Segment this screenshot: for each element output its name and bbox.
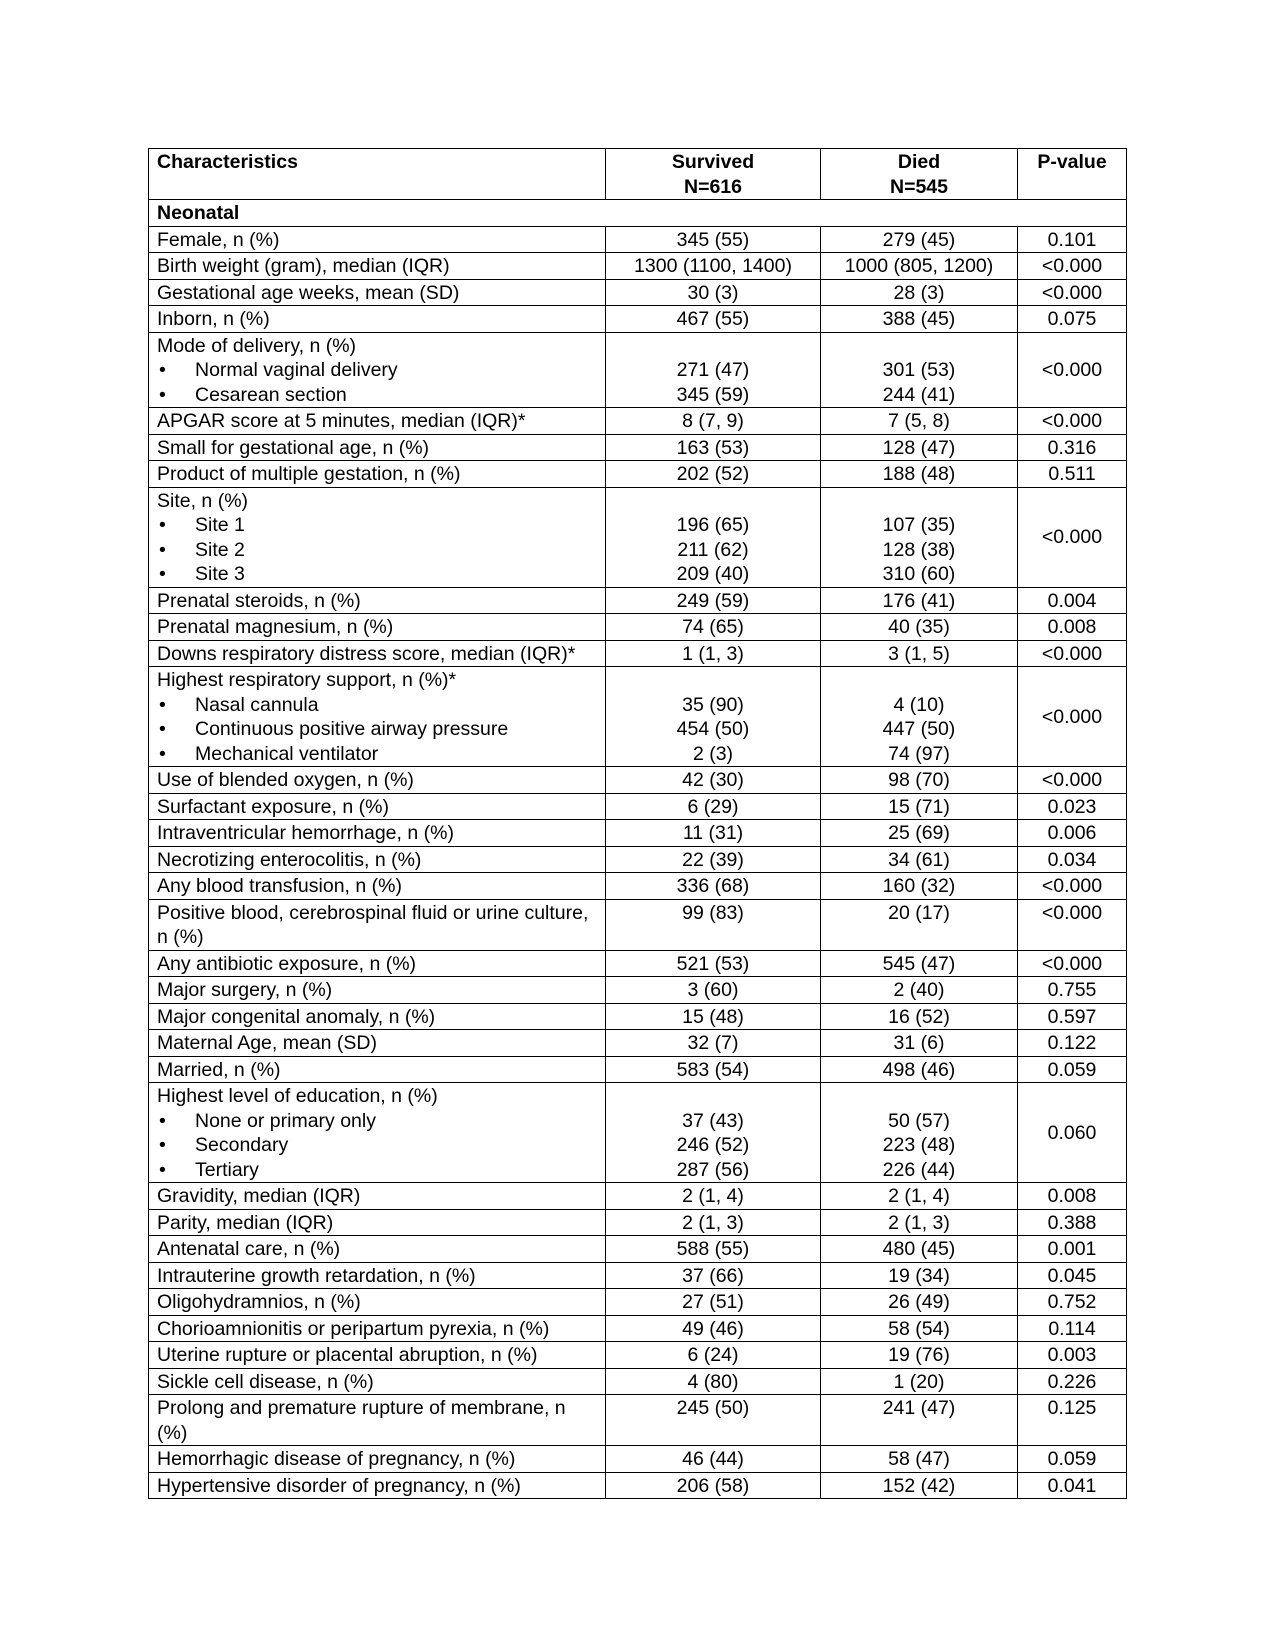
spacer [608, 489, 818, 514]
pvalue-cell: 0.041 [1018, 1472, 1127, 1499]
table-row [149, 306, 1127, 333]
header-survived [606, 149, 821, 200]
died-value: 50 (57) [888, 1109, 950, 1132]
died-cell: 58 (47) [821, 1446, 1018, 1473]
survived-cell: 49 (46) [606, 1315, 821, 1342]
survived-cell: 32 (7) [606, 1030, 821, 1057]
survived-cell: 74 (65) [606, 614, 821, 641]
table-row [149, 1003, 1127, 1030]
bullet-icon: • [159, 563, 166, 585]
table-row [149, 1315, 1127, 1342]
survived-cell: 336 (68) [606, 873, 821, 900]
survived-value: 2 (3) [692, 742, 734, 765]
characteristic-cell: Chorioamnionitis or peripartum pyrexia, n (%) [149, 1315, 606, 1342]
bullet-icon: • [159, 383, 166, 406]
table-row [149, 950, 1127, 977]
table-row [149, 1236, 1127, 1263]
section-title: Neonatal [149, 200, 1127, 227]
characteristic-cell: Use of blended oxygen, n (%) [149, 767, 606, 794]
characteristic-cell: APGAR score at 5 minutes, median (IQR)* [149, 408, 606, 435]
table-row [149, 1262, 1127, 1289]
characteristic-cell: Prenatal magnesium, n (%) [149, 614, 606, 641]
survived-cell: 206 (58) [606, 1472, 821, 1499]
survived-cell: 99 (83) [606, 899, 821, 950]
characteristic-cell: Oligohydramnios, n (%) [149, 1289, 606, 1316]
pvalue-cell: 0.114 [1018, 1315, 1127, 1342]
header-characteristics: Characteristics [149, 149, 606, 200]
died-cell: 388 (45) [821, 306, 1018, 333]
died-value: 4 (10) [893, 693, 945, 716]
pvalue-cell: 0.075 [1018, 306, 1127, 333]
bullet-icon: • [159, 693, 166, 716]
characteristic-cell: Parity, median (IQR) [149, 1209, 606, 1236]
characteristic-cell: Uterine rupture or placental abruption, n (%) [149, 1342, 606, 1369]
survived-cell: 521 (53) [606, 950, 821, 977]
died-value: 226 (44) [882, 1158, 956, 1181]
died-cell: 20 (17) [821, 899, 1018, 950]
died-cell [821, 667, 1018, 767]
survived-value: 196 (65) [676, 514, 750, 536]
characteristic-cell: Inborn, n (%) [149, 306, 606, 333]
died-cell: 128 (47) [821, 434, 1018, 461]
characteristic-cell: Maternal Age, mean (SD) [149, 1030, 606, 1057]
pvalue-cell: 0.388 [1018, 1209, 1127, 1236]
bullet-item [157, 383, 599, 408]
died-cell: 19 (76) [821, 1342, 1018, 1369]
section-row [149, 200, 1127, 227]
pvalue-cell: 0.755 [1018, 977, 1127, 1004]
pvalue-cell: 0.023 [1018, 793, 1127, 820]
bullet-label: Site 3 [195, 563, 245, 585]
died-cell: 28 (3) [821, 279, 1018, 306]
table-row [149, 820, 1127, 847]
table-row [149, 1342, 1127, 1369]
table-row [149, 846, 1127, 873]
table-row [149, 614, 1127, 641]
died-cell: 2 (40) [821, 977, 1018, 1004]
survived-value: 271 (47) [676, 359, 750, 381]
characteristic-cell [149, 1083, 606, 1183]
pvalue-cell: 0.059 [1018, 1056, 1127, 1083]
table-row [149, 461, 1127, 488]
died-value: 74 (97) [888, 742, 950, 765]
characteristic-cell: Hypertensive disorder of pregnancy, n (%) [149, 1472, 606, 1499]
died-cell: 15 (71) [821, 793, 1018, 820]
pvalue-cell: 0.008 [1018, 614, 1127, 641]
characteristic-cell: Intrauterine growth retardation, n (%) [149, 1262, 606, 1289]
survived-cell: 46 (44) [606, 1446, 821, 1473]
characteristic-cell: Intraventricular hemorrhage, n (%) [149, 820, 606, 847]
pvalue-cell: 0.125 [1018, 1395, 1127, 1446]
pvalue-cell: <0.000 [1018, 408, 1127, 435]
died-cell: 98 (70) [821, 767, 1018, 794]
characteristic-cell: Hemorrhagic disease of pregnancy, n (%) [149, 1446, 606, 1473]
table-body [149, 149, 1127, 1499]
characteristic-label: Mode of delivery, n (%) [157, 334, 357, 357]
died-cell: 40 (35) [821, 614, 1018, 641]
table-row [149, 1183, 1127, 1210]
survived-cell: 249 (59) [606, 587, 821, 614]
pvalue-cell: 0.316 [1018, 434, 1127, 461]
survived-cell: 6 (29) [606, 793, 821, 820]
died-cell: 480 (45) [821, 1236, 1018, 1263]
bullet-label: Continuous positive airway pressure [195, 718, 509, 740]
characteristic-label: Site, n (%) [157, 489, 249, 512]
characteristic-cell: Antenatal care, n (%) [149, 1236, 606, 1263]
survived-cell: 4 (80) [606, 1368, 821, 1395]
died-value: 244 (41) [882, 383, 956, 406]
survived-cell: 1 (1, 3) [606, 640, 821, 667]
table-row [149, 1209, 1127, 1236]
bullet-item [157, 1109, 599, 1134]
died-value: 107 (35) [882, 514, 956, 536]
pvalue-cell: 0.003 [1018, 1342, 1127, 1369]
characteristic-cell: Birth weight (gram), median (IQR) [149, 253, 606, 280]
died-cell: 16 (52) [821, 1003, 1018, 1030]
header-died-label: Died [897, 151, 941, 173]
table-row [149, 253, 1127, 280]
pvalue-cell: 0.060 [1018, 1083, 1127, 1183]
survived-cell [606, 1083, 821, 1183]
pvalue-cell: 0.034 [1018, 846, 1127, 873]
table-row [149, 408, 1127, 435]
table-row [149, 667, 1127, 767]
spacer [823, 1084, 1015, 1109]
pvalue-cell: 0.001 [1018, 1236, 1127, 1263]
survived-value: 454 (50) [676, 718, 750, 740]
spacer [608, 334, 818, 359]
spacer [608, 1084, 818, 1109]
pvalue-cell: <0.000 [1018, 950, 1127, 977]
survived-cell: 1300 (1100, 1400) [606, 253, 821, 280]
survived-cell [606, 667, 821, 767]
survived-value: 345 (59) [676, 383, 750, 406]
characteristic-cell: Major surgery, n (%) [149, 977, 606, 1004]
survived-cell: 27 (51) [606, 1289, 821, 1316]
bullet-icon: • [159, 514, 166, 536]
died-cell: 1 (20) [821, 1368, 1018, 1395]
survived-cell: 163 (53) [606, 434, 821, 461]
pvalue-cell: 0.752 [1018, 1289, 1127, 1316]
characteristic-cell: Positive blood, cerebrospinal fluid or urine culture, n (%) [149, 899, 606, 950]
characteristic-cell: Any antibiotic exposure, n (%) [149, 950, 606, 977]
bullet-item [157, 358, 599, 383]
pvalue-cell: <0.000 [1018, 767, 1127, 794]
bullet-item [157, 513, 599, 538]
table-row [149, 487, 1127, 587]
bullet-label: Cesarean section [195, 383, 347, 406]
survived-value: 209 (40) [676, 563, 750, 585]
table-row [149, 587, 1127, 614]
died-cell: 2 (1, 4) [821, 1183, 1018, 1210]
characteristic-cell: Female, n (%) [149, 226, 606, 253]
survived-cell: 11 (31) [606, 820, 821, 847]
bullet-item [157, 693, 599, 718]
bullet-item [157, 562, 599, 587]
survived-cell: 2 (1, 3) [606, 1209, 821, 1236]
died-cell: 19 (34) [821, 1262, 1018, 1289]
survived-value: 37 (43) [682, 1109, 744, 1132]
bullet-item [157, 538, 599, 563]
died-cell: 241 (47) [821, 1395, 1018, 1446]
survived-cell: 588 (55) [606, 1236, 821, 1263]
bullet-label: Nasal cannula [195, 693, 319, 716]
table-row [149, 434, 1127, 461]
characteristic-cell: Product of multiple gestation, n (%) [149, 461, 606, 488]
bullet-label: None or primary only [195, 1109, 376, 1132]
survived-cell: 583 (54) [606, 1056, 821, 1083]
bullet-icon: • [159, 1158, 166, 1181]
table-row [149, 1368, 1127, 1395]
died-cell: 1000 (805, 1200) [821, 253, 1018, 280]
pvalue-cell: <0.000 [1018, 667, 1127, 767]
bullet-icon: • [159, 718, 166, 740]
characteristic-cell: Downs respiratory distress score, median (IQR)* [149, 640, 606, 667]
survived-cell: 345 (55) [606, 226, 821, 253]
survived-cell: 467 (55) [606, 306, 821, 333]
died-cell [821, 1083, 1018, 1183]
died-cell: 34 (61) [821, 846, 1018, 873]
characteristic-cell [149, 332, 606, 408]
bullet-icon: • [159, 359, 166, 381]
characteristic-cell: Necrotizing enterocolitis, n (%) [149, 846, 606, 873]
bullet-item [157, 1133, 599, 1158]
characteristic-label: Highest level of education, n (%) [157, 1085, 438, 1107]
characteristic-cell: Major congenital anomaly, n (%) [149, 1003, 606, 1030]
died-cell: 31 (6) [821, 1030, 1018, 1057]
spacer [608, 668, 818, 693]
spacer [823, 489, 1015, 514]
characteristic-cell: Gestational age weeks, mean (SD) [149, 279, 606, 306]
characteristics-table [148, 148, 1127, 1499]
survived-cell: 42 (30) [606, 767, 821, 794]
pvalue-cell: 0.511 [1018, 461, 1127, 488]
header-row [149, 149, 1127, 200]
survived-cell: 3 (60) [606, 977, 821, 1004]
died-cell: 58 (54) [821, 1315, 1018, 1342]
bullet-label: Site 1 [195, 514, 245, 536]
died-cell [821, 332, 1018, 408]
died-cell: 498 (46) [821, 1056, 1018, 1083]
header-survived-label: Survived [671, 151, 755, 173]
bullet-label: Mechanical ventilator [195, 742, 379, 765]
died-cell: 26 (49) [821, 1289, 1018, 1316]
characteristic-cell: Any blood transfusion, n (%) [149, 873, 606, 900]
died-value: 447 (50) [882, 718, 956, 740]
died-cell: 279 (45) [821, 226, 1018, 253]
survived-value: 35 (90) [682, 693, 744, 716]
bullet-item [157, 1158, 599, 1183]
characteristic-cell: Sickle cell disease, n (%) [149, 1368, 606, 1395]
header-died-n: N=545 [889, 175, 948, 198]
table-row [149, 1083, 1127, 1183]
spacer [823, 668, 1015, 693]
bullet-icon: • [159, 1109, 166, 1132]
died-cell: 545 (47) [821, 950, 1018, 977]
pvalue-cell: <0.000 [1018, 253, 1127, 280]
table-row [149, 767, 1127, 794]
died-cell [821, 487, 1018, 587]
header-died [821, 149, 1018, 200]
table-row [149, 1446, 1127, 1473]
survived-cell [606, 332, 821, 408]
pvalue-cell: 0.045 [1018, 1262, 1127, 1289]
survived-value: 211 (62) [677, 538, 749, 561]
table-row [149, 1395, 1127, 1446]
table-row [149, 873, 1127, 900]
characteristic-cell: Prenatal steroids, n (%) [149, 587, 606, 614]
survived-cell: 22 (39) [606, 846, 821, 873]
bullet-icon: • [159, 538, 166, 561]
table-row [149, 1289, 1127, 1316]
bullet-item [157, 717, 599, 742]
survived-value: 287 (56) [676, 1158, 750, 1181]
table-row [149, 279, 1127, 306]
characteristic-cell: Surfactant exposure, n (%) [149, 793, 606, 820]
survived-cell [606, 487, 821, 587]
died-value: 301 (53) [882, 359, 956, 381]
bullet-label: Tertiary [195, 1158, 259, 1181]
characteristic-cell: Married, n (%) [149, 1056, 606, 1083]
characteristic-cell: Gravidity, median (IQR) [149, 1183, 606, 1210]
pvalue-cell: 0.122 [1018, 1030, 1127, 1057]
died-cell: 7 (5, 8) [821, 408, 1018, 435]
died-cell: 160 (32) [821, 873, 1018, 900]
table-row [149, 1056, 1127, 1083]
bullet-icon: • [159, 742, 166, 765]
pvalue-cell: 0.597 [1018, 1003, 1127, 1030]
table-row [149, 332, 1127, 408]
survived-cell: 245 (50) [606, 1395, 821, 1446]
characteristic-cell [149, 667, 606, 767]
survived-cell: 8 (7, 9) [606, 408, 821, 435]
pvalue-cell: <0.000 [1018, 332, 1127, 408]
died-cell: 2 (1, 3) [821, 1209, 1018, 1236]
characteristic-cell: Prolong and premature rupture of membrane, n (%) [149, 1395, 606, 1446]
died-value: 223 (48) [882, 1134, 956, 1156]
survived-cell: 15 (48) [606, 1003, 821, 1030]
table-row [149, 793, 1127, 820]
pvalue-cell: 0.101 [1018, 226, 1127, 253]
table-row [149, 226, 1127, 253]
bullet-item [157, 742, 599, 767]
died-cell: 152 (42) [821, 1472, 1018, 1499]
died-value: 310 (60) [882, 563, 956, 585]
characteristic-cell [149, 487, 606, 587]
bullet-label: Secondary [195, 1134, 289, 1156]
table-row [149, 640, 1127, 667]
table-row [149, 1472, 1127, 1499]
pvalue-cell: <0.000 [1018, 279, 1127, 306]
table-row [149, 977, 1127, 1004]
pvalue-cell: 0.004 [1018, 587, 1127, 614]
pvalue-cell: 0.006 [1018, 820, 1127, 847]
characteristic-cell: Small for gestational age, n (%) [149, 434, 606, 461]
spacer [823, 334, 1015, 359]
survived-value: 246 (52) [676, 1134, 750, 1156]
survived-cell: 6 (24) [606, 1342, 821, 1369]
died-cell: 188 (48) [821, 461, 1018, 488]
died-cell: 3 (1, 5) [821, 640, 1018, 667]
pvalue-cell: 0.008 [1018, 1183, 1127, 1210]
header-pvalue: P-value [1018, 149, 1127, 200]
pvalue-cell: 0.059 [1018, 1446, 1127, 1473]
characteristic-label: Highest respiratory support, n (%)* [157, 669, 457, 691]
bullet-label: Site 2 [195, 538, 245, 561]
died-value: 128 (38) [882, 538, 956, 561]
pvalue-cell: <0.000 [1018, 873, 1127, 900]
pvalue-cell: <0.000 [1018, 487, 1127, 587]
bullet-label: Normal vaginal delivery [195, 359, 398, 381]
pvalue-cell: <0.000 [1018, 899, 1127, 950]
pvalue-cell: 0.226 [1018, 1368, 1127, 1395]
died-cell: 176 (41) [821, 587, 1018, 614]
bullet-icon: • [159, 1134, 166, 1156]
pvalue-cell: <0.000 [1018, 640, 1127, 667]
died-cell: 25 (69) [821, 820, 1018, 847]
survived-cell: 30 (3) [606, 279, 821, 306]
table-row [149, 1030, 1127, 1057]
table-row [149, 899, 1127, 950]
survived-cell: 37 (66) [606, 1262, 821, 1289]
survived-cell: 202 (52) [606, 461, 821, 488]
survived-cell: 2 (1, 4) [606, 1183, 821, 1210]
header-survived-n: N=616 [683, 175, 742, 198]
